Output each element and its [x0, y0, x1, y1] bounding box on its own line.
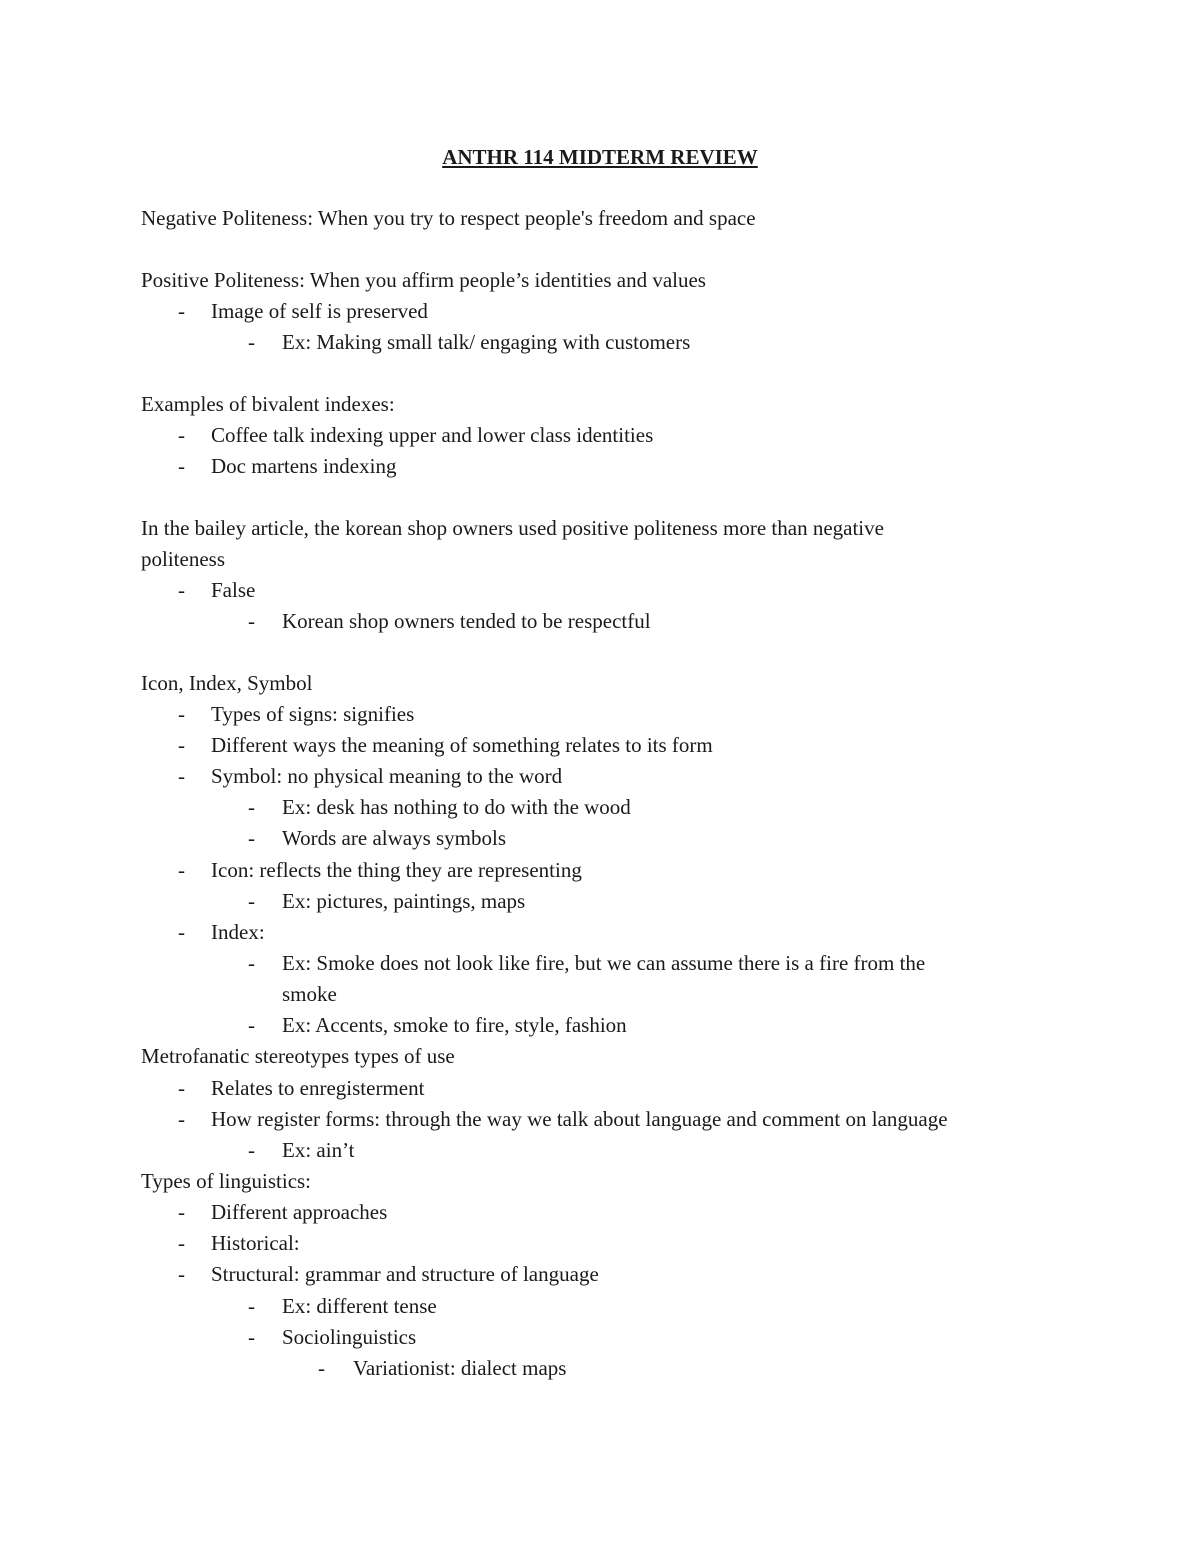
list-item: Relates to enregisterment: [211, 1076, 425, 1100]
bullet-dash: -: [178, 764, 185, 788]
list-item: Different ways the meaning of something relates to its form: [211, 733, 713, 757]
list-item: Korean shop owners tended to be respectful: [282, 609, 651, 633]
list-item: Coffee talk indexing upper and lower class identities: [211, 423, 654, 447]
list-item: Ex: desk has nothing to do with the wood: [282, 795, 631, 819]
list-item: How register forms: through the way we talk about language and comment on language: [211, 1107, 948, 1131]
bullet-dash: -: [178, 1107, 185, 1131]
list-item: Ex: Making small talk/ engaging with customers: [282, 330, 691, 354]
bullet-dash: -: [248, 609, 255, 633]
bullet-dash: -: [178, 733, 185, 757]
bullet-dash: -: [178, 423, 185, 447]
bullet-dash: -: [178, 1200, 185, 1224]
bullet-dash: -: [178, 299, 185, 323]
bullet-dash: -: [248, 1013, 255, 1037]
list-item: Variationist: dialect maps: [353, 1356, 567, 1380]
bullet-dash: -: [178, 1262, 185, 1286]
heading-line: In the bailey article, the korean shop owners used positive politeness more than negative: [141, 516, 884, 540]
list-item: Types of signs: signifies: [211, 702, 415, 726]
heading-line: Types of linguistics:: [141, 1169, 312, 1193]
list-item: Icon: reflects the thing they are representing: [211, 858, 582, 882]
list-item: Structural: grammar and structure of language: [211, 1262, 599, 1286]
bullet-dash: -: [178, 454, 185, 478]
heading-line: Examples of bivalent indexes:: [141, 392, 395, 416]
list-item: Index:: [211, 920, 265, 944]
bullet-dash: -: [248, 1325, 255, 1349]
bullet-dash: -: [248, 1138, 255, 1162]
bullet-dash: -: [178, 1231, 185, 1255]
list-item: Words are always symbols: [282, 826, 507, 850]
bullet-dash: -: [248, 1294, 255, 1318]
bullet-dash: -: [178, 858, 185, 882]
list-item: False: [211, 578, 256, 602]
heading-line: Icon, Index, Symbol: [141, 671, 313, 695]
document-title: ANTHR 114 MIDTERM REVIEW: [442, 145, 758, 169]
heading-line: Metrofanatic stereotypes types of use: [141, 1044, 455, 1068]
list-item: Different approaches: [211, 1200, 388, 1224]
bullet-dash: -: [248, 889, 255, 913]
list-item: Ex: pictures, paintings, maps: [282, 889, 526, 913]
list-item: Ex: ain’t: [282, 1138, 355, 1162]
list-item: Ex: Smoke does not look like fire, but we can assume there is a fire from the: [282, 951, 926, 975]
heading-line: Negative Politeness: When you try to respect people's freedom and space: [141, 206, 756, 230]
list-item: smoke: [282, 982, 337, 1006]
list-item: Symbol: no physical meaning to the word: [211, 764, 563, 788]
heading-line: Positive Politeness: When you affirm people’s identities and values: [141, 268, 706, 292]
list-item: Doc martens indexing: [211, 454, 397, 478]
bullet-dash: -: [248, 330, 255, 354]
heading-line: politeness: [141, 547, 225, 571]
bullet-dash: -: [178, 1076, 185, 1100]
list-item: Sociolinguistics: [282, 1325, 417, 1349]
list-item: Image of self is preserved: [211, 299, 428, 323]
bullet-dash: -: [178, 702, 185, 726]
list-item: Ex: different tense: [282, 1294, 437, 1318]
bullet-dash: -: [178, 578, 185, 602]
bullet-dash: -: [178, 920, 185, 944]
list-item: Historical:: [211, 1231, 300, 1255]
bullet-dash: -: [248, 795, 255, 819]
bullet-dash: -: [318, 1356, 325, 1380]
list-item: Ex: Accents, smoke to fire, style, fashion: [282, 1013, 627, 1037]
bullet-dash: -: [248, 951, 255, 975]
bullet-dash: -: [248, 826, 255, 850]
